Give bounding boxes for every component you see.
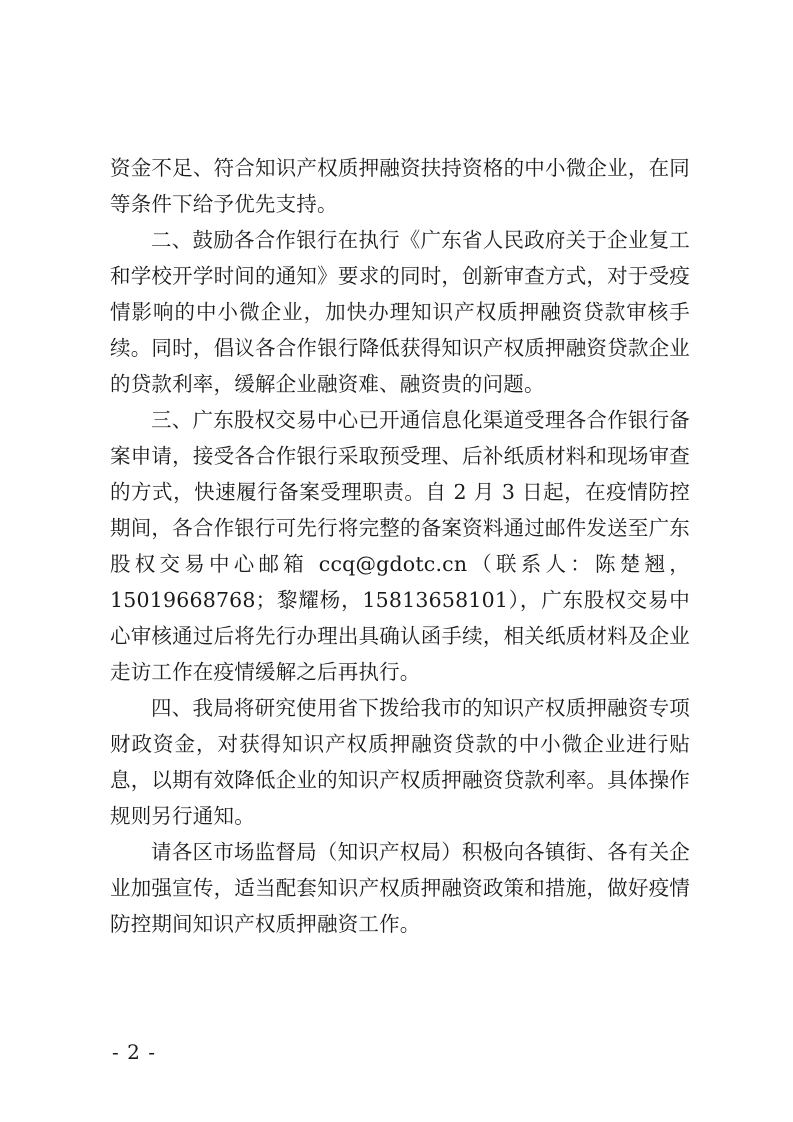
paragraph-item-four: 四、我局将研究使用省下拨给我市的知识产权质押融资专项财政资金，对获得知识产权质押融资贷款的中小微企业进行贴息，以期有效降低企业的知识产权质押融资贷款利率。具体操作规则另行通知。 <box>110 696 690 828</box>
paragraph-continuation: 资金不足、符合知识产权质押融资扶持资格的中小微企业，在同等条件下给予优先支持。 <box>110 156 690 216</box>
body-text <box>110 150 690 942</box>
paragraph-item-three: 三、广东股权交易中心已开通信息化渠道受理各合作银行备案申请，接受各合作银行采取预受理、后补纸质材料和现场审查的方式，快速履行备案受理职责。自 2 月 3 日起，在疫情防控期间，各合作银行可先行将完整的备案资料通过邮件发送至广东股权交易中心邮箱 ccq@gdotc.cn（联系人：陈楚翘，15019668768；黎耀杨，15813658101），广东股权交易中心审核通过后将先行办理出具确认函手续，相关纸质材料及企业走访工作在疫情缓解之后再执行。 <box>110 408 690 684</box>
paragraph-closing: 请各区市场监督局（知识产权局）积极向各镇街、各有关企业加强宣传，适当配套知识产权质押融资政策和措施，做好疫情防控期间知识产权质押融资工作。 <box>110 840 690 936</box>
paragraph-item-two: 二、鼓励各合作银行在执行《广东省人民政府关于企业复工和学校开学时间的通知》要求的同时，创新审查方式，对于受疫情影响的中小微企业，加快办理知识产权质押融资贷款审核手续。同时，倡议各合作银行降低获得知识产权质押融资贷款企业的贷款利率，缓解企业融资难、融资贵的问题。 <box>110 228 690 396</box>
page-number: - 2 - <box>112 1040 156 1064</box>
